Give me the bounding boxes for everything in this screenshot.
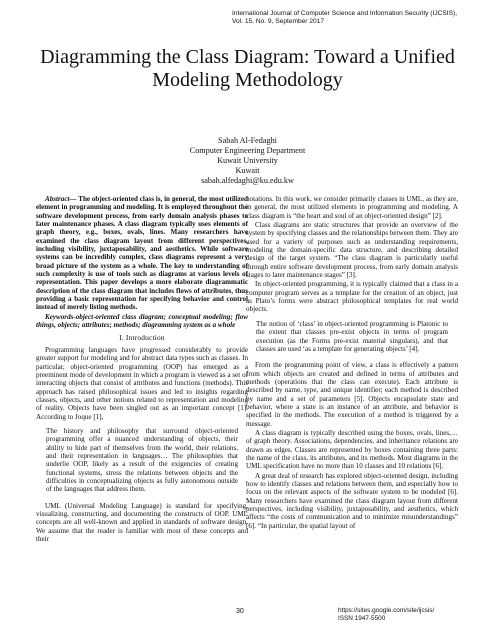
author-univ: Kuwait University (217, 156, 278, 165)
author-block (0, 136, 495, 186)
journal-header (232, 10, 472, 26)
author-dept: Computer Engineering Department (189, 146, 306, 155)
right-paragraph-4: From the programming point of view, a class is effectively a pattern from which objects are created and defined in terms of attributes and methods (operations that the class can execute). Each attribute is described by name, type, and unique identifier; each method is described by name and a set of parameters [5]. Objects encapsulate state and behavior, where a state is an instance of an attribute, and behavior is specified in the methods. The execution of a method is triggered by a message. (246, 361, 458, 428)
paper-title: Diagramming the Class Diagram: Toward a Unified Modeling Methodology (40, 46, 455, 91)
section-heading-introduction: I. Introduction (119, 332, 165, 342)
right-paragraph-2: Class diagrams are static structures that provide an overview of the system by specifying classes and the relationships between them. They are used for a variety of purposes such as understanding requirements, modeling the domain-specific data structure, and describing detailed design of the target system. “The class diagram is particularly useful through entire software development process, from early domain analysis stages to later maintenance stages” [3]. (246, 221, 458, 280)
right-paragraph-5: A class diagram is typically described using the boxes, ovals, lines,… of graph theory. Associations, dependencies, and inheritance relations are drawn as edges. Classes are represented by boxes containing three parts: the name of the class, its attributes, and its methods. Most diagrams in the UML specification have no more than 10 classes and 10 relations [6]. (246, 428, 458, 471)
quote-text-2: The notion of ‘class’ in object-oriented programming is Platonic to the extent that classes pre-exist objects in terms of program execution (as the Forms pre-exist material singulars), and that classes are used ‘as a template for generating objects’ [4]. (256, 319, 448, 353)
page-number: 30 (236, 608, 244, 615)
author-name: Sabah Al-Fedaghi (218, 136, 277, 145)
quote-text: The history and philosophy that surround object-oriented programming offer a nuanced understanding of objects, their ability to hide part of themselves from the world, their relations, and their representation in languages… The philosophies that underlie OOP, likely as a result of the exigencies of creating functional systems, stress the relations between objects and the difficulties in conceptualizing objects as fully autonomous outside of the languages that address them. (46, 426, 238, 494)
abstract-lead: Abstract— (45, 195, 77, 203)
right-column (246, 195, 458, 531)
author-country: Kuwait (235, 166, 260, 175)
block-quote-plato (256, 320, 448, 353)
right-paragraph-1: notations. In this work, we consider primarily classes in UML, as they are, in general, the most utilized elements in programming and modeling. A class diagram is “the heart and soul of an object-oriented design” [2]. (246, 195, 458, 220)
abstract-text: The object-oriented class is, in general, the most utilized element in programming and modeling. It is employed throughout the software development process, from early domain analysis phases to later maintenance phases. A class diagram typically uses elements of graph theory, e.g., boxes, ovals, lines. Many researchers have examined the class diagram layout from different perspectives, including visibility, juxtaposability, and aesthetics. While software systems can be incredibly complex, class diagrams represent a very broad picture of the system as a whole. The key to understanding of such complexity is use of tools such as diagrams at various levels of representation. This paper develops a more elaborate diagrammatic description of the class diagram that includes flows of attributes, thus providing a basic representation for specifying behavior and control instead of merely listing methods. (36, 195, 248, 312)
footer-url-block (338, 607, 488, 623)
right-paragraph-6: A great deal of research has explored object-oriented design, including how to identify classes and relations between them, and especially how to focus on the relevant aspects of the software system to be modeled [6]. Many researchers have examined the class diagram layout from different perspectives, including visibility, juxtaposability, and aesthetics, which affects “the costs of communication and to minimize misunderstandings” [6]. “In particular, the spatial layout of (246, 471, 458, 530)
block-quote-joque (46, 427, 238, 494)
left-column (36, 195, 248, 544)
journal-line-1: International Journal of Computer Science and Information Security (IJCSIS), (232, 10, 458, 17)
journal-url[interactable]: https://sites.google.com/site/ijcsis/ (338, 607, 435, 614)
keywords: Keywords-object-oriented class diagram; conceptual modeling; flow things, objects; attributes; methods; diagramming system as a whole (36, 312, 248, 330)
issn: ISSN 1947-5500 (338, 615, 386, 622)
author-email: sabah.alfedaghi@ku.edu.kw (201, 176, 294, 185)
abstract (36, 195, 248, 312)
intro-paragraph: Programming languages have progressed considerably to provide greater support for modeling and for abstract data types such as classes. In particular, object-oriented programming (OOP) has emerged as a preeminent mode of development in which a program is viewed as a set of interacting objects that consist of attributes and functions (methods). This approach has raised philosophical issues and led to insights regarding classes, objects, and other notions related to representation and modeling of reality. Objects have been singled out as an important concept [1]. According to Joque [1], (36, 345, 248, 421)
journal-line-2: Vol. 15, No. 9, September 2017 (232, 18, 325, 25)
uml-paragraph: UML (Universal Modeling Language) is standard for specifying, visualizing, constructing, and documenting the constructs of OOP. UML concepts are all well-known and applied in standards of software design. We assume that the reader is familiar with most of these concepts and their (36, 501, 248, 544)
right-paragraph-3: In object-oriented programming, it is typically claimed that a class in a computer program serves as a template for the creation of an object, just as Plato’s forms were abstract philosophical templates for real world objects. (246, 280, 458, 314)
